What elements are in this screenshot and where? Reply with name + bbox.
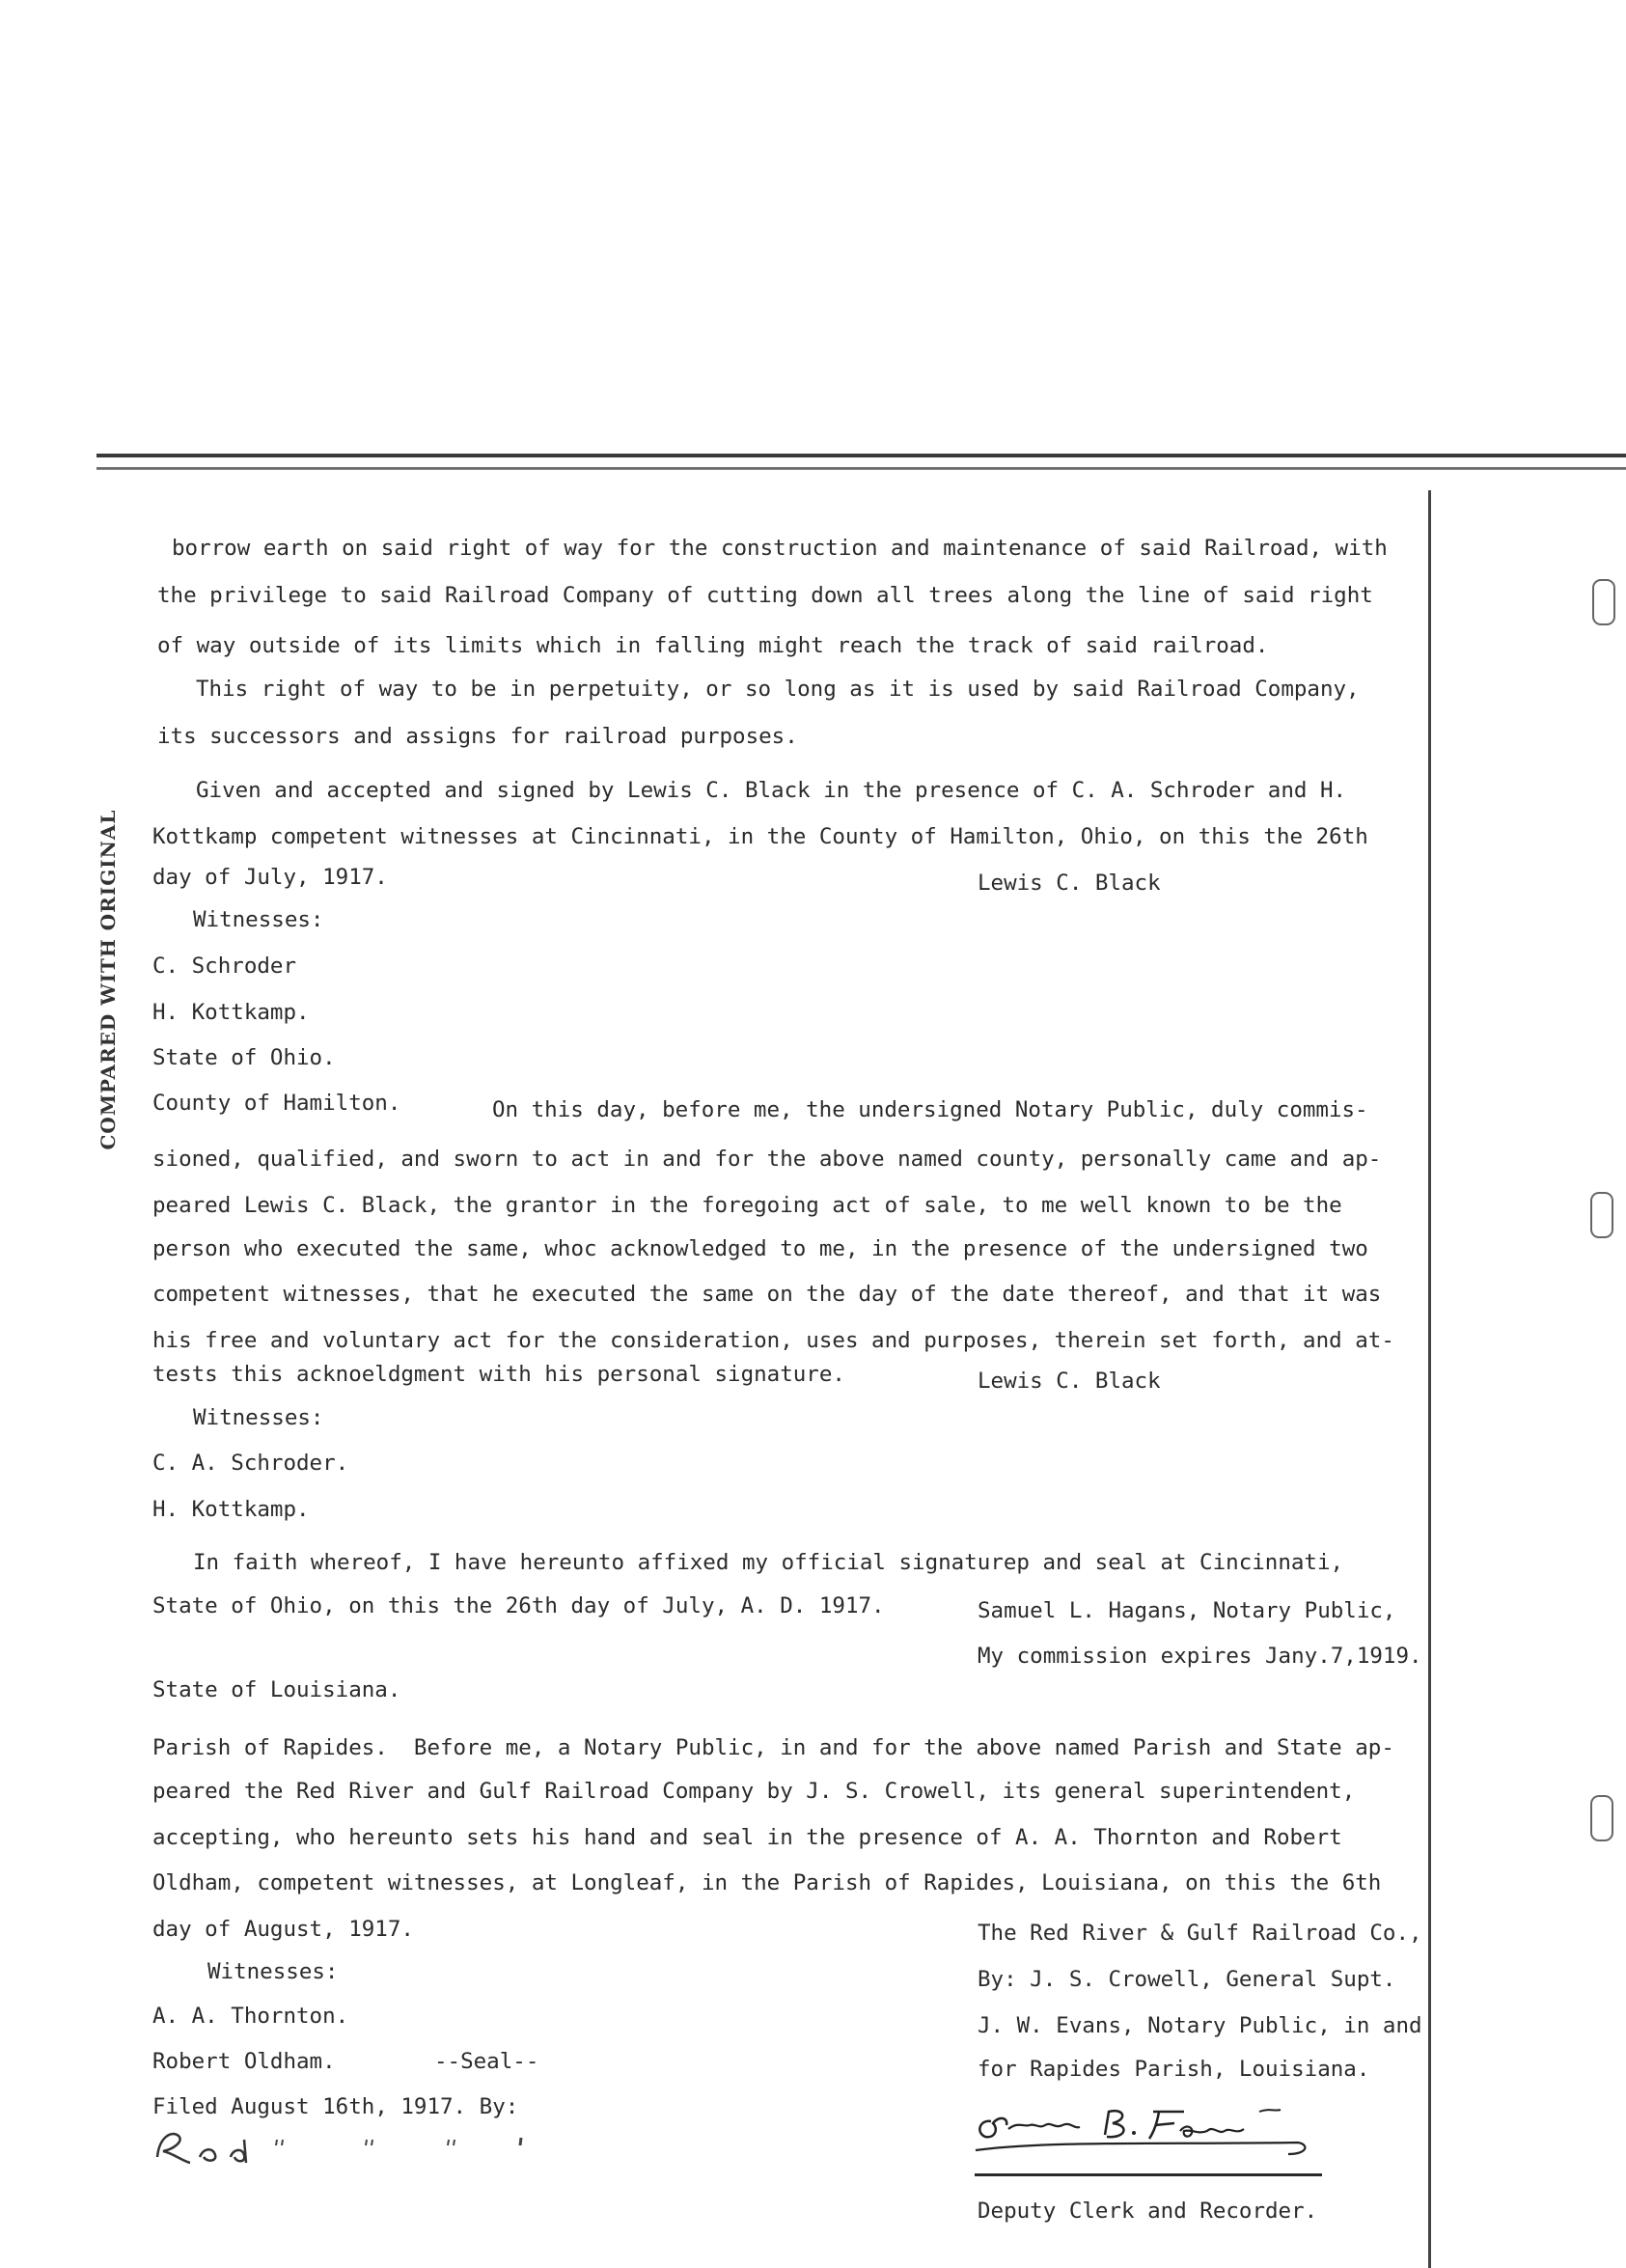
witness-name: H. Kottkamp. [152, 1497, 310, 1522]
witness-name: A. A. Thornton. [152, 2004, 349, 2029]
clerk-signature [970, 2094, 1317, 2171]
text-line: State of Ohio, on this the 26th day of July, A. D. 1917. [152, 1593, 885, 1618]
text-line: competent witnesses, that he executed the same on the day of the date thereof, and that it was [152, 1282, 1382, 1307]
clerk-title: Deputy Clerk and Recorder. [978, 2199, 1318, 2224]
text-line: sioned, qualified, and sworn to act in and for the above named county, personally came and ap- [152, 1147, 1382, 1172]
company-signer: By: J. S. Crowell, General Supt. [978, 1967, 1396, 1992]
text-line: day of August, 1917. [152, 1917, 414, 1942]
text-line: In faith whereof, I have hereunto affixed my official signaturep and seal at Cincinnati, [193, 1550, 1344, 1575]
text-line: On this day, before me, the undersigned Notary Public, duly commis- [492, 1097, 1368, 1122]
text-line: the privilege to said Railroad Company of cutting down all trees along the line of said right [157, 583, 1373, 608]
text-line: person who executed the same, whoc acknowledged to me, in the presence of the undersigned two [152, 1236, 1368, 1261]
notary-name: Samuel L. Hagans, Notary Public, [978, 1598, 1396, 1623]
text-line: peared the Red River and Gulf Railroad Company by J. S. Crowell, its general superintendent, [152, 1779, 1356, 1804]
text-line: tests this acknoeldgment with his personal signature. [152, 1362, 845, 1387]
notary-jurisdiction: for Rapides Parish, Louisiana. [978, 2057, 1370, 2082]
text-line: Oldham, competent witnesses, at Longleaf, in the Parish of Rapides, Louisiana, on this the 6th [152, 1870, 1382, 1895]
signature-line [975, 2173, 1322, 2176]
text-line: Given and accepted and signed by Lewis C. Black in the presence of C. A. Schroder and H. [196, 778, 1347, 803]
text-line: accepting, who hereunto sets his hand and seal in the presence of A. A. Thornton and Robert [152, 1825, 1342, 1850]
company-signature: The Red River & Gulf Railroad Co., [978, 1921, 1422, 1946]
witnesses-heading: Witnesses: [193, 1405, 324, 1430]
text-line: of way outside of its limits which in falling might reach the track of said railroad. [157, 633, 1269, 658]
witnesses-heading: Witnesses: [193, 907, 324, 932]
seal-label: --Seal-- [434, 2049, 539, 2074]
notary-commission: My commission expires Jany.7,1919. [978, 1644, 1422, 1669]
text-line: State of Ohio. [152, 1045, 336, 1070]
text-line: This right of way to be in perpetuity, or so long as it is used by said Railroad Company, [196, 677, 1360, 702]
text-line: Parish of Rapides. Before me, a Notary Public, in and for the above named Parish and State ap- [152, 1735, 1394, 1760]
witness-name: C. Schroder [152, 954, 297, 979]
text-line: Kottkamp competent witnesses at Cincinnati, in the County of Hamilton, Ohio, on this the 26th [152, 824, 1368, 849]
notary-name: J. W. Evans, Notary Public, in and [978, 2013, 1422, 2038]
top-thin-rule [96, 469, 1626, 470]
text-line: borrow earth on said right of way for the construction and maintenance of said Railroad, with [172, 536, 1388, 561]
signature-name: Lewis C. Black [978, 1369, 1161, 1394]
text-line: peared Lewis C. Black, the grantor in the foregoing act of sale, to me well known to be the [152, 1193, 1342, 1218]
filed-date: Filed August 16th, 1917. By: [152, 2094, 519, 2119]
witnesses-heading: Witnesses: [207, 1959, 339, 1984]
witness-name: C. A. Schroder. [152, 1451, 349, 1476]
text-line: State of Louisiana. [152, 1677, 401, 1702]
witness-name: H. Kottkamp. [152, 1000, 310, 1025]
right-margin-rule [1428, 490, 1431, 2268]
text-line: day of July, 1917. [152, 865, 388, 890]
text-line: his free and voluntary act for the consideration, uses and purposes, therein set forth, and at- [152, 1328, 1394, 1353]
punch-hole-icon [1592, 579, 1615, 625]
handwritten-initials [150, 2118, 536, 2176]
punch-hole-icon [1590, 1192, 1613, 1238]
witness-name: Robert Oldham. [152, 2049, 336, 2074]
compared-with-original-stamp: COMPARED WITH ORIGINAL [96, 809, 120, 1150]
signature-name: Lewis C. Black [978, 871, 1161, 896]
punch-hole-icon [1590, 1795, 1613, 1841]
text-line: County of Hamilton. [152, 1091, 401, 1116]
text-line: its successors and assigns for railroad purposes. [157, 724, 798, 749]
top-double-rule [96, 454, 1626, 469]
